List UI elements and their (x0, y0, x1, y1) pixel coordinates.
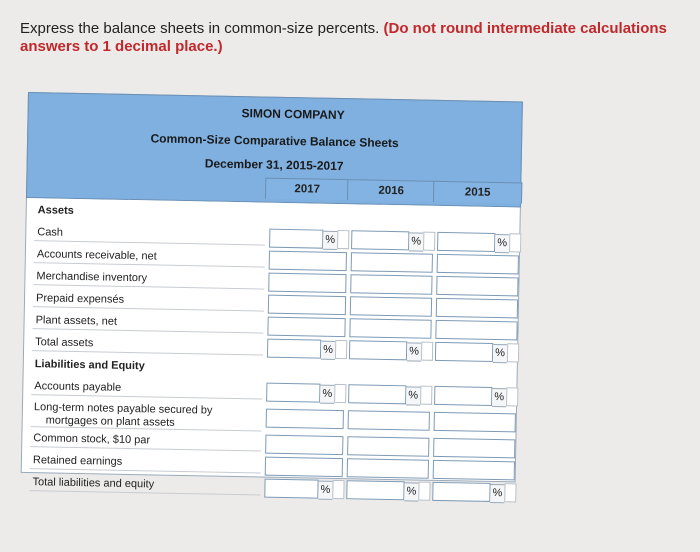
row-label (34, 224, 265, 245)
percent-input-2015[interactable] (435, 320, 517, 341)
percent-input-2017[interactable] (267, 339, 321, 359)
percent-input-2016[interactable] (350, 296, 432, 317)
percent-sign: % (321, 341, 335, 360)
percent-input-tail[interactable] (509, 233, 521, 252)
percent-input-2015[interactable] (432, 482, 490, 502)
row-label (34, 246, 265, 267)
percent-sign: % (318, 481, 332, 500)
row-label-text: Long-term notes payable secured by (33, 401, 213, 417)
instructions-plain-text: Express the balance sheets in common-size percents. (20, 20, 380, 37)
row-label (31, 400, 262, 431)
percent-input-2017[interactable] (269, 251, 347, 271)
year-2015-header: 2015 (433, 181, 522, 204)
row-label-text: Total liabilities and equity (32, 476, 155, 491)
percent-input-tail[interactable] (420, 386, 432, 405)
percent-input-tail[interactable] (418, 482, 430, 501)
percent-input-tail[interactable] (506, 387, 518, 406)
percent-input-2015[interactable] (433, 460, 515, 481)
row-label (32, 334, 263, 355)
percent-input-2015[interactable] (434, 386, 492, 406)
instructions (20, 20, 700, 56)
percent-input-2016[interactable] (348, 410, 430, 431)
row-label-text: Accounts receivable, net (36, 248, 157, 263)
row-label (29, 474, 260, 495)
percent-input-2017[interactable] (268, 273, 346, 293)
percent-sign: % (320, 385, 334, 404)
instructions-line-2: answers to 1 decimal place.) (20, 38, 223, 55)
year-2017-header: 2017 (265, 178, 349, 201)
percent-sign: % (492, 388, 506, 407)
percent-input-2015[interactable] (437, 232, 495, 252)
percent-input-2016[interactable] (346, 480, 404, 500)
percent-sign: % (495, 234, 509, 253)
percent-input-2015[interactable] (433, 438, 515, 459)
table-body (21, 198, 521, 500)
table-header (26, 92, 523, 207)
row-label (30, 452, 261, 473)
percent-input-tail[interactable] (423, 232, 435, 251)
sheet-title: Common-Size Comparative Balance Sheets (150, 131, 399, 151)
section-heading (35, 202, 266, 222)
percent-input-tail[interactable] (504, 483, 516, 502)
balance-sheet-table (21, 92, 523, 500)
percent-input-2017[interactable] (265, 457, 343, 477)
percent-input-2017[interactable] (269, 229, 323, 249)
percent-input-2015[interactable] (437, 254, 519, 275)
percent-input-tail[interactable] (507, 343, 519, 362)
row-label (30, 430, 261, 451)
percent-input-2015[interactable] (434, 412, 516, 433)
row-label (33, 268, 264, 289)
percent-input-tail[interactable] (337, 230, 349, 249)
percent-input-2015[interactable] (436, 276, 518, 297)
row-label-text: Merchandise inventory (36, 270, 148, 285)
instructions-red-text: (Do not round intermediate calculations (383, 20, 667, 37)
percent-sign: % (407, 342, 421, 361)
percent-input-2016[interactable] (347, 436, 429, 457)
percent-sign: % (404, 482, 418, 501)
section-heading (32, 356, 263, 376)
year-2016-header: 2016 (347, 179, 435, 202)
row-label-text: Cash (37, 226, 64, 239)
percent-input-2016[interactable] (348, 384, 406, 404)
row-label-text: Retained earnings (32, 454, 123, 468)
percent-input-2016[interactable] (350, 274, 432, 295)
row-label-text: Liabilities and Equity (34, 358, 145, 373)
percent-input-2016[interactable] (349, 318, 431, 339)
percent-sign: % (406, 386, 420, 405)
percent-sign: % (323, 231, 337, 250)
percent-input-2017[interactable] (264, 479, 318, 499)
sheet-period: December 31, 2015-2017 (204, 156, 344, 174)
row-label (31, 378, 262, 399)
percent-input-2017[interactable] (268, 295, 346, 315)
percent-input-2017[interactable] (265, 435, 343, 455)
row-label-text: Total assets (35, 336, 94, 350)
percent-input-tail[interactable] (332, 480, 344, 499)
percent-sign: % (490, 484, 504, 503)
percent-input-2017[interactable] (266, 409, 344, 429)
row-label-text: Common stock, $10 par (33, 432, 151, 447)
row-label (33, 290, 264, 311)
row-label-text: Accounts payable (34, 380, 122, 394)
percent-sign: % (409, 232, 423, 251)
percent-input-2017[interactable] (266, 383, 320, 403)
row-label (32, 312, 263, 333)
instructions-line-1 (20, 20, 700, 38)
percent-input-tail[interactable] (334, 384, 346, 403)
percent-input-2016[interactable] (351, 252, 433, 273)
percent-input-2017[interactable] (267, 317, 345, 337)
percent-input-2015[interactable] (435, 342, 493, 362)
company-name: SIMON COMPANY (241, 106, 345, 123)
percent-input-2016[interactable] (347, 458, 429, 479)
percent-input-2015[interactable] (436, 298, 518, 319)
row-label-text: Prepaid expensés (35, 292, 125, 306)
percent-sign: % (493, 344, 507, 363)
percent-input-2016[interactable] (349, 340, 407, 360)
row-label-text: Assets (37, 204, 74, 217)
percent-input-tail[interactable] (335, 340, 347, 359)
row-label-text-continued: mortgages on plant assets (45, 414, 175, 429)
percent-input-tail[interactable] (421, 342, 433, 361)
percent-input-2016[interactable] (351, 230, 409, 250)
row-label-text: Plant assets, net (35, 314, 118, 328)
